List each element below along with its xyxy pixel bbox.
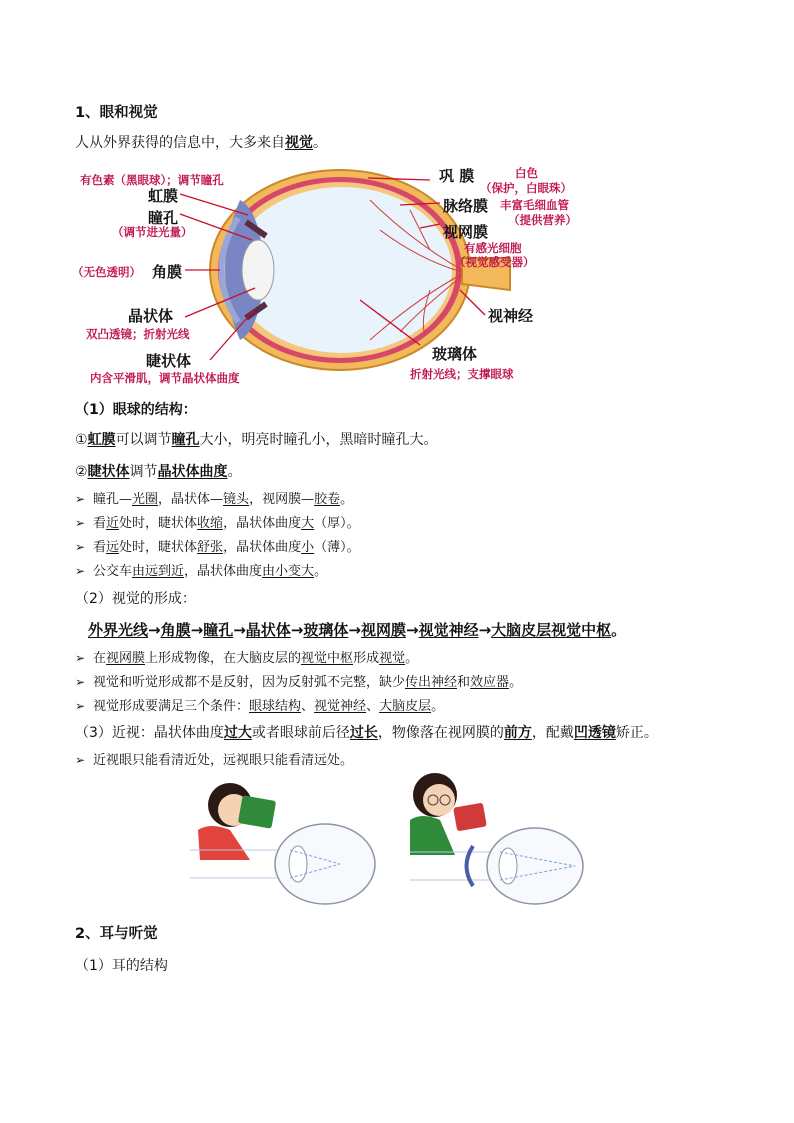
bullet-item: ➢ 视觉和听觉形成都不是反射，因为反射弧不完整，缺少传出神经和效应器。 bbox=[75, 675, 523, 690]
myopia-line: （3）近视：晶状体曲度过大或者眼球前后径过长，物像落在视网膜的前方，配戴凹透镜矫正。 bbox=[75, 725, 658, 741]
optic-nerve-label: 视神经 bbox=[488, 307, 534, 325]
section-1-title: 1、眼和视觉 bbox=[75, 105, 158, 121]
lens-label: 晶状体 bbox=[128, 307, 174, 325]
sclera-note-1: 白色 bbox=[515, 166, 538, 180]
subsection-ear-title: （1）耳的结构 bbox=[75, 958, 168, 974]
pupil-label: 瞳孔 bbox=[148, 209, 179, 227]
iris-label: 虹膜 bbox=[148, 187, 179, 205]
girl-reading-close bbox=[198, 783, 276, 860]
bullet-item: ➢ 在视网膜上形成物像，在大脑皮层的视觉中枢形成视觉。 bbox=[75, 651, 419, 666]
cornea-note: （无色透明） bbox=[72, 265, 141, 279]
iris-note: 有色素（黑眼球）；调节瞳孔 bbox=[80, 173, 224, 187]
intro-line: 人从外界获得的信息中，大多来自视觉。 bbox=[75, 135, 327, 151]
choroid-note-1: 丰富毛细血管 bbox=[500, 198, 569, 212]
choroid-note-2: （提供营养） bbox=[508, 213, 577, 227]
bullet-item: ➢ 近视眼只能看清近处，远视眼只能看清远处。 bbox=[75, 753, 354, 768]
retina-note-2: （视觉感受器） bbox=[454, 255, 535, 269]
structure-line-1: ①虹膜可以调节瞳孔大小，明亮时瞳孔小，黑暗时瞳孔大。 bbox=[75, 432, 438, 448]
bullet-item: ➢ 瞳孔—光圈，晶状体—镜头，视网膜—胶卷。 bbox=[75, 492, 354, 507]
intro-keyword: 视觉 bbox=[285, 135, 313, 151]
girl-with-glasses bbox=[410, 773, 487, 855]
bullet-arrow-icon: ➢ bbox=[75, 651, 86, 665]
bullet-arrow-icon: ➢ bbox=[75, 699, 86, 713]
bullet-item: ➢ 看近处时，睫状体收缩，晶状体曲度大（厚）。 bbox=[75, 516, 360, 531]
sclera-note-2: （保护，白眼珠） bbox=[480, 181, 572, 195]
bullet-item: ➢ 视觉形成要满足三个条件：眼球结构、视觉神经、大脑皮层。 bbox=[75, 699, 445, 714]
ciliary-note: 内含平滑肌，调节晶状体曲度 bbox=[90, 371, 240, 385]
myopia-illustration bbox=[190, 770, 590, 910]
vitreous-label: 玻璃体 bbox=[432, 345, 478, 363]
lens-note: 双凸透镜；折射光线 bbox=[86, 327, 190, 341]
subsection-1-title: （1）眼球的结构： bbox=[75, 402, 197, 418]
section-2-title: 2、耳与听觉 bbox=[75, 926, 158, 942]
bullet-arrow-icon: ➢ bbox=[75, 540, 86, 554]
eye-diagram bbox=[70, 160, 577, 385]
bullet-arrow-icon: ➢ bbox=[75, 753, 86, 767]
bullet-item: ➢ 公交车由远到近，晶状体曲度由小变大。 bbox=[75, 564, 328, 579]
vitreous-note: 折射光线；支撑眼球 bbox=[410, 367, 514, 381]
bullet-arrow-icon: ➢ bbox=[75, 516, 86, 530]
vision-pathway: 外界光线→角膜→瞳孔→晶状体→玻璃体→视网膜→视觉神经→大脑皮层视觉中枢。 bbox=[88, 621, 627, 639]
bullet-arrow-icon: ➢ bbox=[75, 675, 86, 689]
sclera-label: 巩 膜 bbox=[439, 167, 475, 185]
retina-label: 视网膜 bbox=[443, 223, 489, 241]
bullet-arrow-icon: ➢ bbox=[75, 492, 86, 506]
pupil-note: （调节进光量） bbox=[112, 225, 193, 239]
retina-note-1: 有感光细胞 bbox=[464, 241, 522, 255]
structure-line-2: ②睫状体调节晶状体曲度。 bbox=[75, 464, 242, 480]
cornea-label: 角膜 bbox=[152, 263, 183, 281]
choroid-label: 脉络膜 bbox=[443, 197, 489, 215]
ciliary-label: 睫状体 bbox=[146, 352, 192, 370]
bullet-item: ➢ 看远处时，睫状体舒张，晶状体曲度小（薄）。 bbox=[75, 540, 360, 555]
bullet-arrow-icon: ➢ bbox=[75, 564, 86, 578]
subsection-2-title: （2）视觉的形成： bbox=[75, 591, 196, 607]
